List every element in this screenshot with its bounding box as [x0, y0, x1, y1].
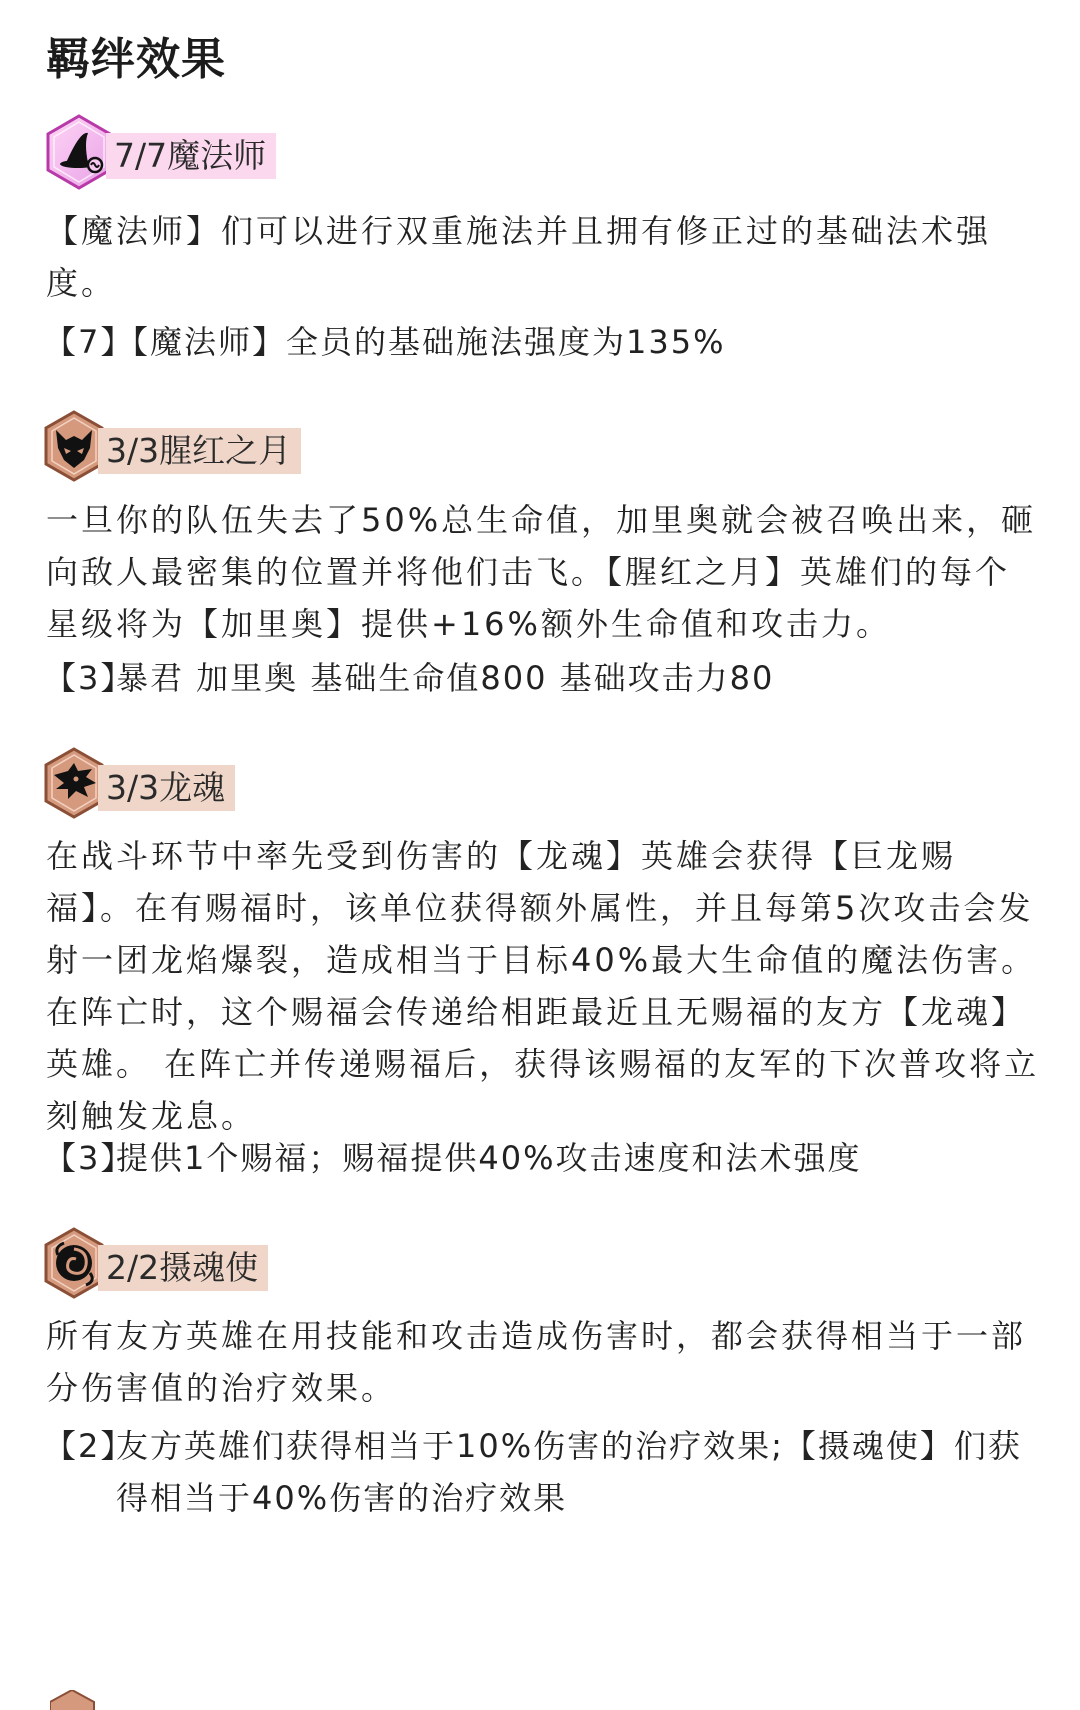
page-title: 羁绊效果 — [46, 34, 226, 85]
trait-description: 所有友方英雄在用技能和攻击造成伤害时，都会获得相当于一部分伤害值的治疗效果。 — [46, 1317, 1027, 1407]
next-trait-icon — [50, 1690, 100, 1710]
trait-description: 一旦你的队伍失去了50%总生命值，加里奥就会被召唤出来，砸向敌人最密集的位置并将他们击飞。【腥红之月】英雄们的每个星级将为【加里奥】提供+16%额外生命值和攻击力。 — [46, 501, 1037, 643]
tier-row — [44, 1132, 1040, 1184]
tier-level: 【7】 — [44, 323, 135, 361]
trait-description: 在战斗环节中率先受到伤害的【龙魂】英雄会获得【巨龙赐福】。在有赐福时，该单位获得额外属性，并且每第5次攻击会发射一团龙焰爆裂，造成相当于目标40%最大生命值的魔法伤害。在阵亡时，这个赐福会传递给相距最近且无赐福的友方【龙魂】英雄。 在阵亡并传递赐福后，获得该赐福的友军的下次普攻将立刻触发龙息。 — [46, 837, 1040, 1135]
tier-level: 【2】 — [44, 1427, 135, 1465]
trait-name: 2/2摄魂使 — [98, 1245, 268, 1291]
trait-name: 3/3腥红之月 — [98, 428, 301, 474]
trait-header-dragonsoul[interactable] — [44, 745, 744, 825]
trait-name: 7/7魔法师 — [106, 133, 276, 179]
tier-row — [44, 652, 1040, 704]
trait-name: 3/3龙魂 — [98, 765, 235, 811]
tier-text: 提供1个赐福；赐福提供40%攻击速度和法术强度 — [116, 1139, 862, 1177]
trait-header-spirit[interactable] — [44, 1225, 744, 1305]
tier-row — [44, 316, 1040, 368]
tier-level: 【3】 — [44, 659, 135, 697]
tier-text: 暴君 加里奥 基础生命值800 基础攻击力80 — [116, 659, 775, 697]
trait-description: 【魔法师】们可以进行双重施法并且拥有修正过的基础法术强度。 — [46, 212, 992, 302]
trait-header-crimson-moon[interactable] — [44, 408, 744, 488]
witch-hat-icon — [44, 113, 114, 191]
tier-row — [44, 1420, 1040, 1524]
tier-text: 【魔法师】全员的基础施法强度为135% — [116, 323, 726, 361]
tier-text: 友方英雄们获得相当于10%伤害的治疗效果;【摄魂使】们获得相当于40%伤害的治疗效果 — [116, 1427, 1022, 1517]
trait-header-sorcerer[interactable] — [44, 113, 744, 193]
tier-level: 【3】 — [44, 1139, 135, 1177]
